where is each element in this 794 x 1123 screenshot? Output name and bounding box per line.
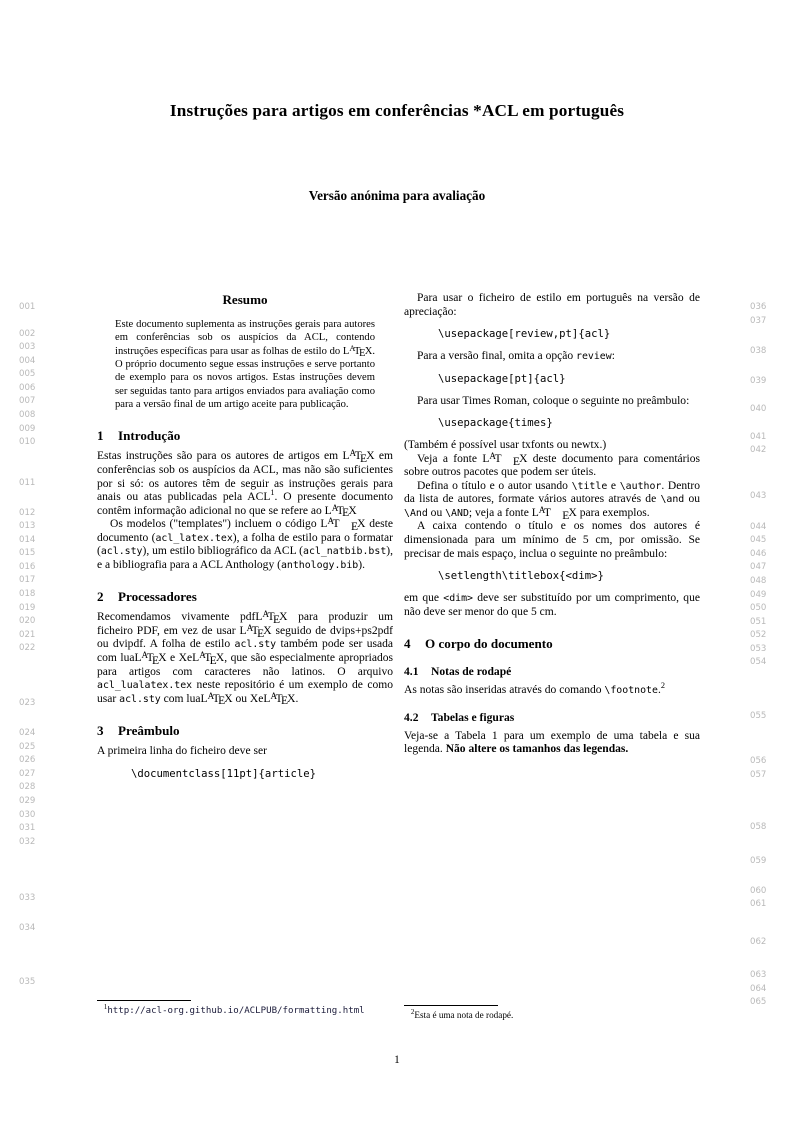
footnote-right: [404, 1010, 700, 1022]
footnote-marker-1[interactable]: 1: [270, 488, 275, 498]
line-number: 027: [19, 769, 36, 779]
latex-logo: $L^ATEX$: [200, 690, 233, 708]
line-number: 013: [19, 521, 36, 531]
code-and-cmd: \and: [660, 494, 685, 506]
line-number: 033: [19, 893, 36, 903]
line-number: 064: [750, 984, 767, 994]
code-author-cmd: \author: [619, 480, 662, 492]
footnote-area-left: [97, 1000, 393, 1018]
pre-p7-e: ou: [427, 506, 446, 519]
line-number: 017: [19, 575, 36, 585]
code-acl-natbib-bst: acl_natbib.bst: [303, 546, 387, 558]
line-number: 028: [19, 782, 36, 792]
section-heading-introducao: [97, 428, 393, 444]
line-number: 016: [19, 562, 36, 572]
paper-subtitle: Versão anónima para avaliação: [308, 187, 486, 203]
tab-p1-a: Veja-se a Tabela: [404, 729, 492, 742]
intro-paragraph-2: [97, 518, 393, 572]
line-number: 055: [750, 711, 767, 721]
line-number: 039: [750, 376, 767, 386]
preambulo-paragraph-3: [404, 350, 700, 364]
intro-p2-e: ), e a bibliografia para a ACL Anthology (: [97, 545, 393, 571]
pre-p9-a: em que: [404, 592, 444, 605]
line-number: 061: [750, 899, 767, 909]
section-number: 2: [97, 589, 104, 605]
subsection-heading-tabelas: [404, 711, 700, 725]
line-number: 053: [750, 644, 767, 654]
line-number: 004: [19, 356, 36, 366]
section-number: 4: [404, 636, 411, 652]
preambulo-paragraph-6: [404, 450, 700, 480]
latex-logo: $L^AT$ EX: [482, 450, 528, 468]
latex-logo: $L^ATEX$: [342, 448, 375, 466]
proc-p1-e: e Xe: [166, 651, 193, 664]
code-acl-lualatex-tex: acl_lualatex.tex: [97, 680, 193, 692]
pre-p7-b: e: [607, 479, 620, 492]
title-block: [97, 100, 697, 204]
line-number: 059: [750, 856, 767, 866]
code-block-usepackage-pt: \usepackage[pt]{acl}: [438, 372, 566, 385]
proc-p1-a: Recomendamos vivamente pdf: [97, 611, 256, 624]
line-number: 051: [750, 617, 767, 627]
latex-logo: $L^AT$ EX: [531, 504, 577, 522]
line-number: 057: [750, 770, 767, 780]
footnote-body: Esta é uma nota de rodapé.: [414, 1010, 514, 1020]
latex-logo: $L^ATEX$: [134, 650, 167, 667]
line-number: 006: [19, 383, 36, 393]
code-block-documentclass: \documentclass[11pt]{article}: [131, 767, 316, 780]
line-number: 010: [19, 437, 36, 447]
line-number: 002: [19, 329, 36, 339]
intro-p2-d: ), um estilo bibliográfico da ACL (: [142, 545, 304, 558]
pre-p7-g: para exemplos.: [576, 506, 650, 519]
latex-logo: $L^ATEX$: [192, 650, 225, 667]
line-number: 065: [750, 997, 767, 1007]
footnote-url[interactable]: http://acl-org.github.io/ACLPUB/formatting.html: [107, 1006, 365, 1016]
pre-p7-f: ; veja a fonte: [468, 506, 532, 519]
line-number: 020: [19, 616, 36, 626]
preambulo-paragraph-9: [404, 592, 700, 619]
footnote-number: 1: [103, 1003, 108, 1011]
code-review-option: review: [576, 351, 612, 363]
line-number: 024: [19, 728, 36, 738]
section-title: Preâmbulo: [118, 723, 180, 739]
line-number: 041: [750, 432, 767, 442]
code-footnote-cmd: \footnote: [604, 685, 658, 697]
proc-p1-j: .: [295, 692, 299, 705]
processadores-paragraph-1: [97, 611, 393, 706]
preambulo-paragraph-1: A primeira linha do ficheiro deve ser: [97, 745, 267, 758]
intro-p1-c: . O presente documento contêm informação adicional no que se refere ao: [97, 491, 393, 517]
code-acl-latex-tex: acl_latex.tex: [155, 532, 233, 544]
line-number: 007: [19, 396, 36, 406]
tabelas-bold-warning: Não altere os tamanhos das legendas.: [445, 743, 629, 756]
pre-p6-b: deste documento para comentários sobre outros pacotes que podem ser úteis.: [404, 452, 700, 479]
code-anthology-bib: anthology.bib: [280, 559, 359, 571]
footnote-marker-2[interactable]: 2: [660, 681, 665, 691]
latex-logo: $L^ATEX$: [324, 502, 357, 520]
preambulo-paragraph-2: Para usar o ficheiro de estilo em português na versão de apreciação:: [404, 292, 700, 318]
footnote-left: [97, 1005, 393, 1018]
abstract-text: [115, 318, 375, 411]
footnote-rule: [97, 1000, 191, 1001]
latex-logo: $L^ATEX$: [342, 343, 373, 360]
proc-p1-c: seguido de dvips+ps2pdf ou dvipdf. A folha de estilo: [97, 624, 393, 651]
line-number: 012: [19, 508, 36, 518]
proc-p1-h: com lua: [160, 692, 201, 705]
subsection-number: 4.1: [404, 665, 419, 679]
line-number: 001: [19, 302, 36, 312]
line-number: 048: [750, 576, 767, 586]
intro-p2-c: ), a folha de estilo para o formatar (: [97, 531, 393, 558]
pre-p3-a: Para a versão final, omita a opção: [417, 350, 577, 363]
line-number: 058: [750, 822, 767, 832]
code-AND-cmd: \AND: [445, 507, 469, 519]
line-number: 021: [19, 630, 36, 640]
line-number: 036: [750, 302, 767, 312]
section-title: Processadores: [118, 589, 197, 605]
footnote-area-right: [404, 1005, 700, 1022]
subsection-heading-notas: [404, 665, 700, 679]
subsection-number: 4.2: [404, 710, 419, 724]
notas-paragraph-1: [404, 681, 700, 698]
line-number: 045: [750, 535, 767, 545]
line-number: 015: [19, 548, 36, 558]
pre-p3-b: :: [611, 350, 615, 363]
line-number: 014: [19, 535, 36, 545]
code-acl-sty: acl.sty: [100, 546, 143, 558]
table-reference-link[interactable]: 1: [491, 729, 498, 742]
section-heading-processadores: [97, 589, 393, 605]
line-number: 038: [750, 346, 767, 356]
preambulo-paragraph-8: A caixa contendo o título e os nomes dos autores é dimensionada para um mínimo de 5 cm, por omissão. Se precisar de mais espaço, inclua o seguinte no preâmbulo:: [404, 520, 700, 560]
line-number: 043: [750, 491, 767, 501]
preambulo-paragraph-4: Para usar Times Roman, coloque o seguinte no preâmbulo:: [417, 394, 690, 407]
preambulo-paragraph-7: [404, 480, 700, 521]
code-dim-placeholder: <dim>: [443, 593, 474, 605]
line-number: 060: [750, 886, 767, 896]
latex-logo: $L^AT$ EX: [320, 516, 366, 533]
line-number: 049: [750, 590, 767, 600]
line-number: 008: [19, 410, 36, 420]
intro-p2-f: ).: [358, 558, 365, 571]
code-acl-sty-2: acl.sty: [119, 693, 161, 705]
abstract-part1: Este documento suplementa as instruções gerais para autores em conferências sob os auspícios da ACL, contendo instruções específicas para usar as folhas de estilo do: [115, 319, 375, 357]
footnote-rule: [404, 1005, 498, 1006]
intro-p2-b: deste documento (: [97, 518, 393, 544]
pre-p7-a: Defina o título e o autor usando: [417, 479, 572, 492]
code-block-usepackage-times: \usepackage{times}: [438, 417, 553, 430]
subsection-title: Tabelas e figuras: [431, 710, 515, 724]
abstract-part2: . O próprio documento segue essas instruções e serve portanto de exemplo para os novos artigos. Estas instruções devem ser seguidas tanto para artigos enviados para avaliação como para a versão final de um artigo aceite para publicação.: [115, 345, 375, 411]
latex-logo: $L^ATEX$: [255, 609, 288, 627]
line-number: 052: [750, 630, 767, 640]
line-number: 035: [19, 977, 36, 987]
line-number: 003: [19, 342, 36, 352]
page-number: 1: [394, 1054, 400, 1066]
preambulo-paragraph-5: (Também é possível usar txfonts ou newtx.): [404, 439, 607, 452]
line-number: 022: [19, 643, 36, 653]
column-right: [404, 292, 700, 757]
line-number: 042: [750, 445, 767, 455]
pre-p6-a: Veja a fonte: [417, 452, 483, 465]
tab-p1-b: para um exemplo de uma tabela e sua legenda.: [404, 729, 700, 756]
line-number: 050: [750, 603, 767, 613]
subsection-title: Notas de rodapé: [431, 665, 512, 679]
intro-p1-a: Estas instruções são para os autores de artigos em: [97, 450, 343, 463]
section-heading-preambulo: [97, 723, 393, 739]
line-number: 054: [750, 657, 767, 667]
code-title-cmd: \title: [571, 480, 608, 492]
section-number: 1: [97, 428, 104, 444]
intro-p2-a: Os modelos ("templates") incluem o código: [110, 518, 321, 531]
line-number: 009: [19, 424, 36, 434]
line-number: 034: [19, 923, 36, 933]
line-number: 025: [19, 742, 36, 752]
section-heading-corpo: [404, 636, 700, 652]
section-number: 3: [97, 723, 104, 739]
line-number: 062: [750, 937, 767, 947]
line-number: 005: [19, 369, 36, 379]
line-number: 063: [750, 970, 767, 980]
tabelas-paragraph-1: [404, 730, 700, 757]
intro-paragraph-1: [97, 450, 393, 518]
line-number: 011: [19, 478, 36, 488]
line-number: 029: [19, 796, 36, 806]
line-number: 044: [750, 522, 767, 532]
proc-p1-i: ou Xe: [232, 692, 264, 705]
latex-logo: $L^ATEX$: [239, 622, 272, 640]
notas-p1-a: As notas são inseridas através do comando: [404, 684, 605, 697]
section-title: O corpo do documento: [425, 636, 553, 652]
line-number: 032: [19, 837, 36, 847]
line-number: 019: [19, 603, 36, 613]
pre-p9-b: deve ser substituído por um comprimento, que não deve ser menor do que 5 cm.: [404, 592, 700, 618]
latex-logo: $L^ATEX$: [263, 690, 296, 708]
line-number: 046: [750, 549, 767, 559]
line-number: 030: [19, 810, 36, 820]
code-And-cmd: \And: [404, 507, 428, 519]
page-title: Instruções para artigos em conferências *ACL em português: [169, 101, 625, 120]
line-number: 023: [19, 698, 36, 708]
line-number: 037: [750, 316, 767, 326]
proc-p1-f: , que são especialmente apropriados para artigos com caracteres não latinos. O arquivo: [97, 651, 393, 678]
pre-p7-c: . Dentro da lista de autores, formate vários autores através de: [404, 479, 700, 506]
proc-p1-g: neste repositório é um exemplo de como usar: [97, 679, 393, 705]
column-left: [97, 292, 393, 790]
abstract-heading: Resumo: [222, 292, 268, 307]
line-number: 026: [19, 755, 36, 765]
section-title: Introdução: [118, 428, 181, 444]
footnote-number: 2: [410, 1008, 415, 1016]
notas-p1-b: .: [657, 684, 661, 697]
code-block-setlength-titlebox: \setlength\titlebox{<dim>}: [438, 570, 604, 583]
code-block-usepackage-review-pt: \usepackage[review,pt]{acl}: [438, 328, 611, 341]
line-number: 031: [19, 823, 36, 833]
proc-p1-b: para produzir um ficheiro PDF, em vez de usar: [97, 611, 393, 637]
line-number: 056: [750, 756, 767, 766]
line-number: 040: [750, 404, 767, 414]
line-number: 018: [19, 589, 36, 599]
proc-p1-d: também pode ser usada com lua: [97, 638, 393, 664]
code-acl-sty: acl.sty: [234, 639, 277, 651]
pre-p7-d: ou: [684, 493, 700, 506]
intro-p1-b: em conferências sob os auspícios da ACL, mas não são suficientes por si só: os autores têm de seguir as instruções gerais para anais ou atas publicadas pela ACL: [97, 450, 393, 504]
line-number: 047: [750, 562, 767, 572]
